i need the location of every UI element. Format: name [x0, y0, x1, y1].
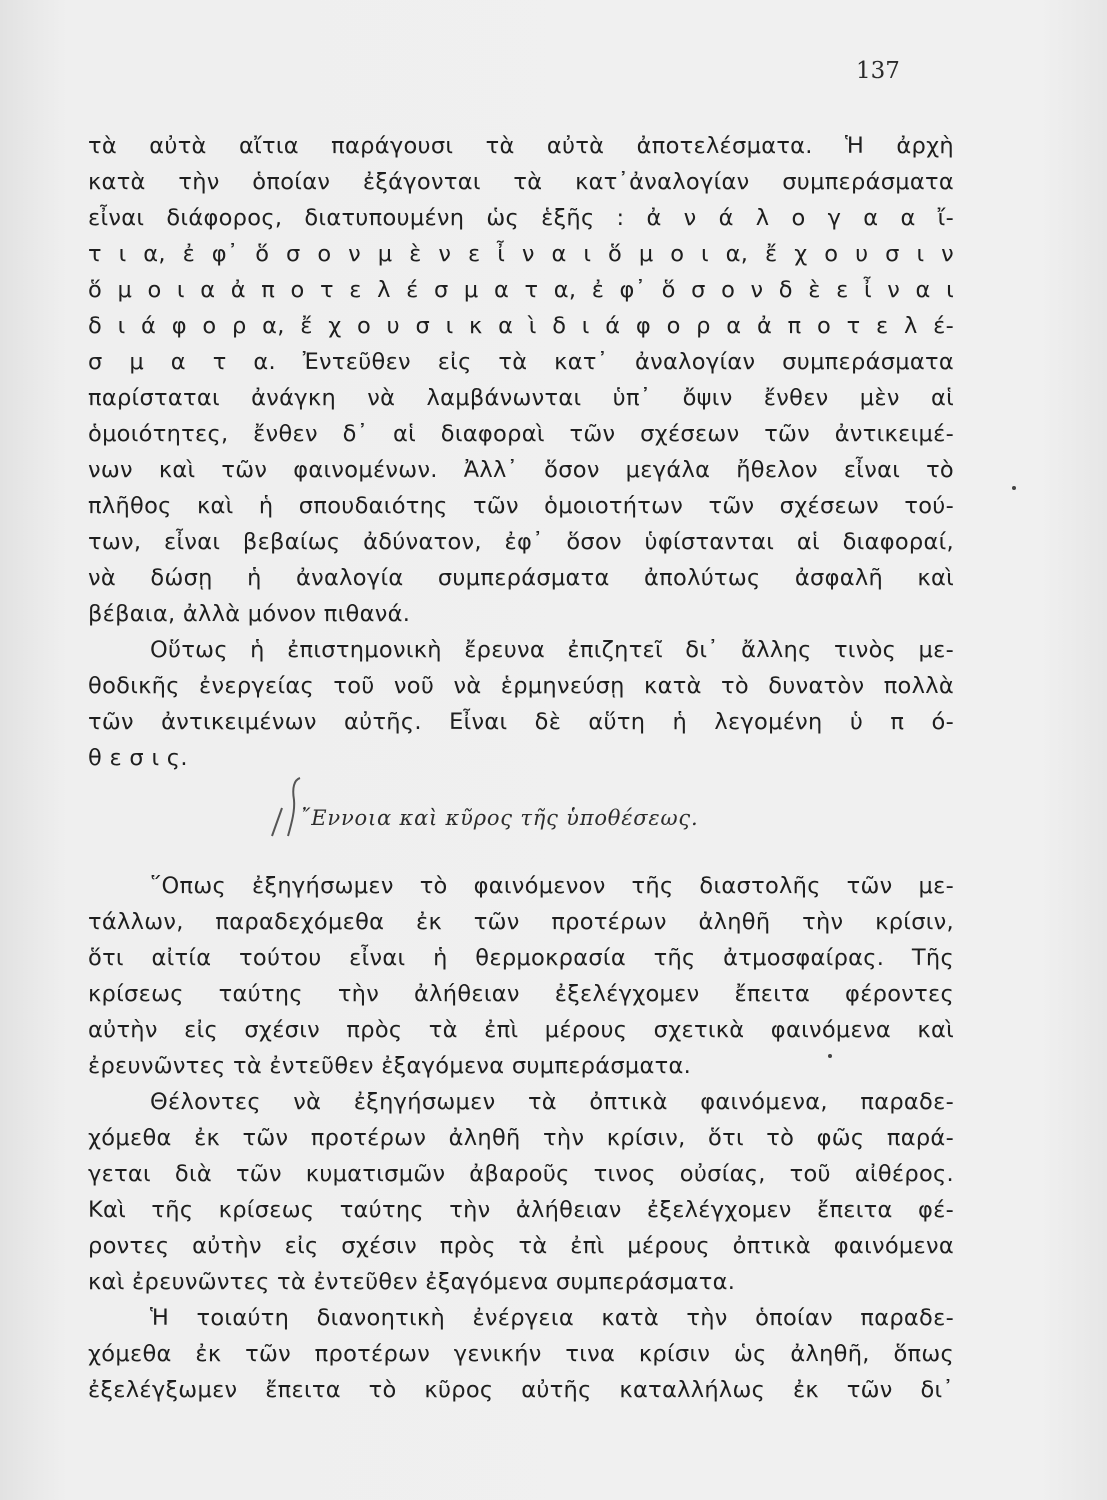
text-line: θοδικῆς ἐνεργείας τοῦ νοῦ νὰ ἑρμηνεύσῃ κατὰ τὸ δυνατὸν πολλὰ: [88, 673, 954, 699]
text-line: παρίσταται ἀνάγκη νὰ λαμβάνωνται ὑπ᾽ ὄψιν ἔνθεν μὲν αἱ: [88, 385, 954, 411]
text-line: βέβαια, ἀλλὰ μόνον πιθανά.: [88, 601, 411, 627]
text-line: χόμεθα ἐκ τῶν προτέρων γενικήν τινα κρίσιν ὡς ἀληθῆ, ὅπως: [88, 1341, 954, 1367]
text-line: Θέλοντες νὰ ἐξηγήσωμεν τὰ ὀπτικὰ φαινόμενα, παραδε-: [150, 1089, 954, 1115]
text-line: Οὕτως ἡ ἐπιστημονικὴ ἔρευνα ἐπιζητεῖ δι᾽ ἄλλης τινὸς με-: [150, 637, 954, 663]
text-line: θ ε σ ι ς.: [88, 745, 188, 771]
text-line: σ μ α τ α. Ἐντεῦθεν εἰς τὰ κατ᾽ ἀναλογίαν συμπεράσματα: [88, 349, 954, 375]
text-line: τ ι α, ἐ φ᾽ ὅ σ ο ν μ ὲ ν ε ἶ ν α ι ὅ μ ο ι α, ἔ χ ο υ σ ι ν: [88, 241, 954, 267]
text-line: νὰ δώσῃ ἡ ἀναλογία συμπεράσματα ἀπολύτως ἀσφαλῆ καὶ: [88, 565, 954, 591]
text-line: χόμεθα ἐκ τῶν προτέρων ἀληθῆ τὴν κρίσιν, ὅτι τὸ φῶς παρά-: [88, 1125, 954, 1151]
text-line: ἐξελέγξωμεν ἔπειτα τὸ κῦρος αὐτῆς καταλλήλως ἐκ τῶν δι᾽: [88, 1377, 954, 1403]
text-line: Ἡ τοιαύτη διανοητικὴ ἐνέργεια κατὰ τὴν ὁποίαν παραδε-: [150, 1305, 954, 1331]
section-heading: ῎Εννοια καὶ κῦρος τῆς ὑποθέσεως.: [300, 806, 699, 830]
text-line: κατὰ τὴν ὁποίαν ἐξάγονται τὰ κατ᾽ἀναλογίαν συμπεράσματα: [88, 169, 954, 195]
text-line: Καὶ τῆς κρίσεως ταύτης τὴν ἀλήθειαν ἐξελέγχομεν ἔπειτα φέ-: [88, 1197, 954, 1223]
text-line: τῶν ἀντικειμένων αὐτῆς. Εἶναι δὲ αὕτη ἡ λεγομένη ὑ π ό-: [88, 709, 954, 735]
text-line: δ ι ά φ ο ρ α, ἔ χ ο υ σ ι κ α ὶ δ ι ά φ ο ρ α ἀ π ο τ ε λ έ-: [88, 313, 954, 339]
text-line: γεται διὰ τῶν κυματισμῶν ἀβαροῦς τινος οὐσίας, τοῦ αἰθέρος.: [88, 1161, 954, 1187]
speck: [828, 1054, 832, 1058]
text-line: ροντες αὐτὴν εἰς σχέσιν πρὸς τὰ ἐπὶ μέρους ὀπτικὰ φαινόμενα: [88, 1233, 954, 1259]
text-line: των, εἶναι βεβαίως ἀδύνατον, ἐφ᾽ ὅσον ὑφίστανται αἱ διαφοραί,: [88, 529, 954, 555]
text-line: ἐρευνῶντες τὰ ἐντεῦθεν ἐξαγόμενα συμπεράσματα.: [88, 1053, 692, 1079]
text-line: ῞Οπως ἐξηγήσωμεν τὸ φαινόμενον τῆς διαστολῆς τῶν με-: [150, 873, 954, 899]
text-line: κρίσεως ταύτης τὴν ἀλήθειαν ἐξελέγχομεν ἔπειτα φέροντες: [88, 981, 954, 1007]
text-line: αὐτὴν εἰς σχέσιν πρὸς τὰ ἐπὶ μέρους σχετικὰ φαινόμενα καὶ: [88, 1017, 954, 1043]
text-line: ὅ μ ο ι α ἀ π ο τ ε λ έ σ μ α τ α, ἐ φ᾽ ὅ σ ο ν δ ὲ ε ἶ ν α ι: [88, 277, 954, 303]
text-line: πλῆθος καὶ ἡ σπουδαιότης τῶν ὁμοιοτήτων τῶν σχέσεων τού-: [88, 493, 954, 519]
text-line: τάλλων, παραδεχόμεθα ἐκ τῶν προτέρων ἀληθῆ τὴν κρίσιν,: [88, 909, 954, 935]
text-line: εἶναι διάφορος, διατυπουμένη ὡς ἑξῆς : ἀ ν ά λ ο γ α α ἴ-: [88, 205, 954, 231]
text-line: ὁμοιότητες, ἔνθεν δ᾽ αἱ διαφοραὶ τῶν σχέσεων τῶν ἀντικειμέ-: [88, 421, 954, 447]
page-number: 137: [856, 58, 900, 84]
text-line: τὰ αὐτὰ αἴτια παράγουσι τὰ αὐτὰ ἀποτελέσματα. Ἡ ἀρχὴ: [88, 133, 954, 159]
speck: [1012, 486, 1016, 490]
text-line: καὶ ἐρευνῶντες τὰ ἐντεῦθεν ἐξαγόμενα συμπεράσματα.: [88, 1269, 736, 1295]
text-line: ὅτι αἰτία τούτου εἶναι ἡ θερμοκρασία τῆς ἀτμοσφαίρας. Τῆς: [88, 945, 954, 971]
text-line: νων καὶ τῶν φαινομένων. Ἀλλ᾽ ὅσον μεγάλα ἤθελον εἶναι τὸ: [88, 457, 954, 483]
